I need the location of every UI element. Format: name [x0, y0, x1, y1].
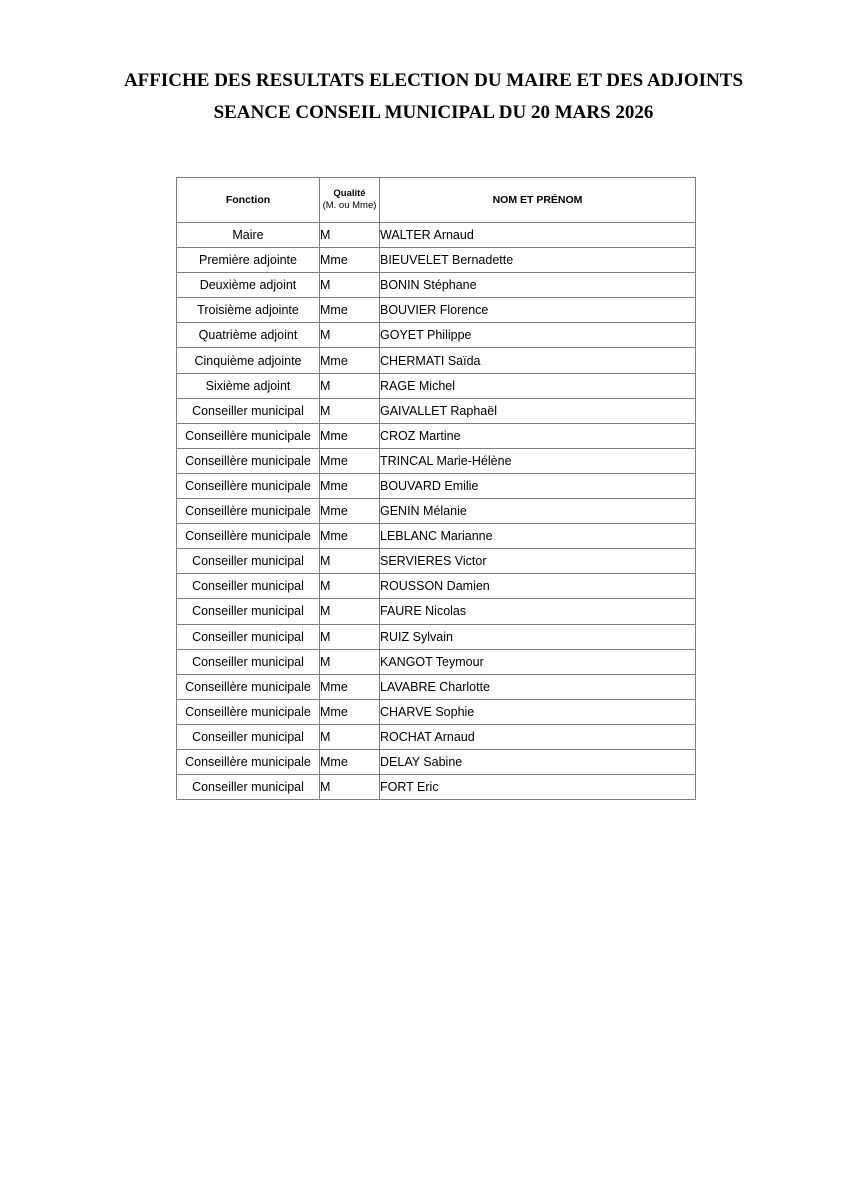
results-table: [176, 177, 696, 800]
fonction-cell: Conseillère municipale: [177, 524, 320, 549]
table-row: [177, 398, 696, 423]
fonction-cell: Cinquième adjointe: [177, 348, 320, 373]
table-row: [177, 273, 696, 298]
fonction-cell: Sixième adjoint: [177, 373, 320, 398]
table-row: [177, 348, 696, 373]
table-row: [177, 574, 696, 599]
column-header-nom-prenom: NOM ET PRÉNOM: [380, 178, 696, 223]
table-row: [177, 248, 696, 273]
nom-cell: RUIZ Sylvain: [380, 624, 696, 649]
fonction-cell: Première adjointe: [177, 248, 320, 273]
nom-cell: FAURE Nicolas: [380, 599, 696, 624]
nom-cell: BOUVIER Florence: [380, 298, 696, 323]
table-row: [177, 599, 696, 624]
fonction-cell: Conseillère municipale: [177, 423, 320, 448]
qualite-cell: M: [320, 549, 380, 574]
column-header-fonction: Fonction: [177, 178, 320, 223]
table-row: [177, 724, 696, 749]
table-row: [177, 499, 696, 524]
table-row: [177, 649, 696, 674]
fonction-cell: Conseillère municipale: [177, 699, 320, 724]
nom-cell: GOYET Philippe: [380, 323, 696, 348]
column-header-qualite: [320, 178, 380, 223]
qualite-cell: M: [320, 724, 380, 749]
qualite-cell: M: [320, 775, 380, 800]
nom-cell: RAGE Michel: [380, 373, 696, 398]
table-header: [177, 178, 696, 223]
nom-cell: BIEUVELET Bernadette: [380, 248, 696, 273]
table-row: [177, 524, 696, 549]
fonction-cell: Conseiller municipal: [177, 398, 320, 423]
qualite-cell: M: [320, 273, 380, 298]
nom-cell: ROUSSON Damien: [380, 574, 696, 599]
column-header-qualite-main: Qualité: [333, 188, 366, 199]
qualite-cell: Mme: [320, 499, 380, 524]
fonction-cell: Conseiller municipal: [177, 775, 320, 800]
fonction-cell: Conseillère municipale: [177, 473, 320, 498]
qualite-cell: Mme: [320, 298, 380, 323]
nom-cell: WALTER Arnaud: [380, 223, 696, 248]
nom-cell: GAIVALLET Raphaël: [380, 398, 696, 423]
table-row: [177, 473, 696, 498]
nom-cell: ROCHAT Arnaud: [380, 724, 696, 749]
qualite-cell: Mme: [320, 423, 380, 448]
fonction-cell: Troisième adjointe: [177, 298, 320, 323]
nom-cell: LEBLANC Marianne: [380, 524, 696, 549]
qualite-cell: Mme: [320, 524, 380, 549]
qualite-cell: Mme: [320, 674, 380, 699]
nom-cell: KANGOT Teymour: [380, 649, 696, 674]
table-row: [177, 549, 696, 574]
fonction-cell: Deuxième adjoint: [177, 273, 320, 298]
fonction-cell: Quatrième adjoint: [177, 323, 320, 348]
nom-cell: LAVABRE Charlotte: [380, 674, 696, 699]
fonction-cell: Maire: [177, 223, 320, 248]
nom-cell: DELAY Sabine: [380, 749, 696, 774]
table-row: [177, 323, 696, 348]
qualite-cell: Mme: [320, 248, 380, 273]
nom-cell: TRINCAL Marie-Hélène: [380, 448, 696, 473]
qualite-cell: M: [320, 574, 380, 599]
qualite-cell: Mme: [320, 749, 380, 774]
qualite-cell: M: [320, 624, 380, 649]
fonction-cell: Conseiller municipal: [177, 599, 320, 624]
nom-cell: FORT Eric: [380, 775, 696, 800]
qualite-cell: M: [320, 599, 380, 624]
fonction-cell: Conseiller municipal: [177, 649, 320, 674]
nom-cell: CROZ Martine: [380, 423, 696, 448]
table-row: [177, 775, 696, 800]
qualite-cell: M: [320, 323, 380, 348]
table-row: [177, 624, 696, 649]
table-row: [177, 448, 696, 473]
nom-cell: GENIN Mélanie: [380, 499, 696, 524]
table-row: [177, 423, 696, 448]
fonction-cell: Conseillère municipale: [177, 448, 320, 473]
table-row: [177, 373, 696, 398]
page-title-line-2: SEANCE CONSEIL MUNICIPAL DU 20 MARS 2026: [213, 102, 654, 123]
fonction-cell: Conseillère municipale: [177, 749, 320, 774]
qualite-cell: M: [320, 398, 380, 423]
qualite-cell: M: [320, 649, 380, 674]
fonction-cell: Conseillère municipale: [177, 674, 320, 699]
nom-cell: SERVIERES Victor: [380, 549, 696, 574]
fonction-cell: Conseiller municipal: [177, 549, 320, 574]
qualite-cell: Mme: [320, 448, 380, 473]
table-row: [177, 699, 696, 724]
table-row: [177, 749, 696, 774]
qualite-cell: M: [320, 373, 380, 398]
nom-cell: BONIN Stéphane: [380, 273, 696, 298]
qualite-cell: Mme: [320, 699, 380, 724]
table-row: [177, 674, 696, 699]
fonction-cell: Conseiller municipal: [177, 574, 320, 599]
nom-cell: BOUVARD Emilie: [380, 473, 696, 498]
fonction-cell: Conseiller municipal: [177, 624, 320, 649]
nom-cell: CHARVE Sophie: [380, 699, 696, 724]
qualite-cell: Mme: [320, 473, 380, 498]
column-header-qualite-sub: (M. ou Mme): [322, 200, 377, 211]
header-row: [177, 178, 696, 223]
fonction-cell: Conseillère municipale: [177, 499, 320, 524]
qualite-cell: M: [320, 223, 380, 248]
table-row: [177, 298, 696, 323]
qualite-cell: Mme: [320, 348, 380, 373]
fonction-cell: Conseiller municipal: [177, 724, 320, 749]
table-row: [177, 223, 696, 248]
table-body: [177, 223, 696, 800]
page-title-line-1: AFFICHE DES RESULTATS ELECTION DU MAIRE ET DES ADJOINTS: [123, 70, 744, 91]
nom-cell: CHERMATI Saïda: [380, 348, 696, 373]
